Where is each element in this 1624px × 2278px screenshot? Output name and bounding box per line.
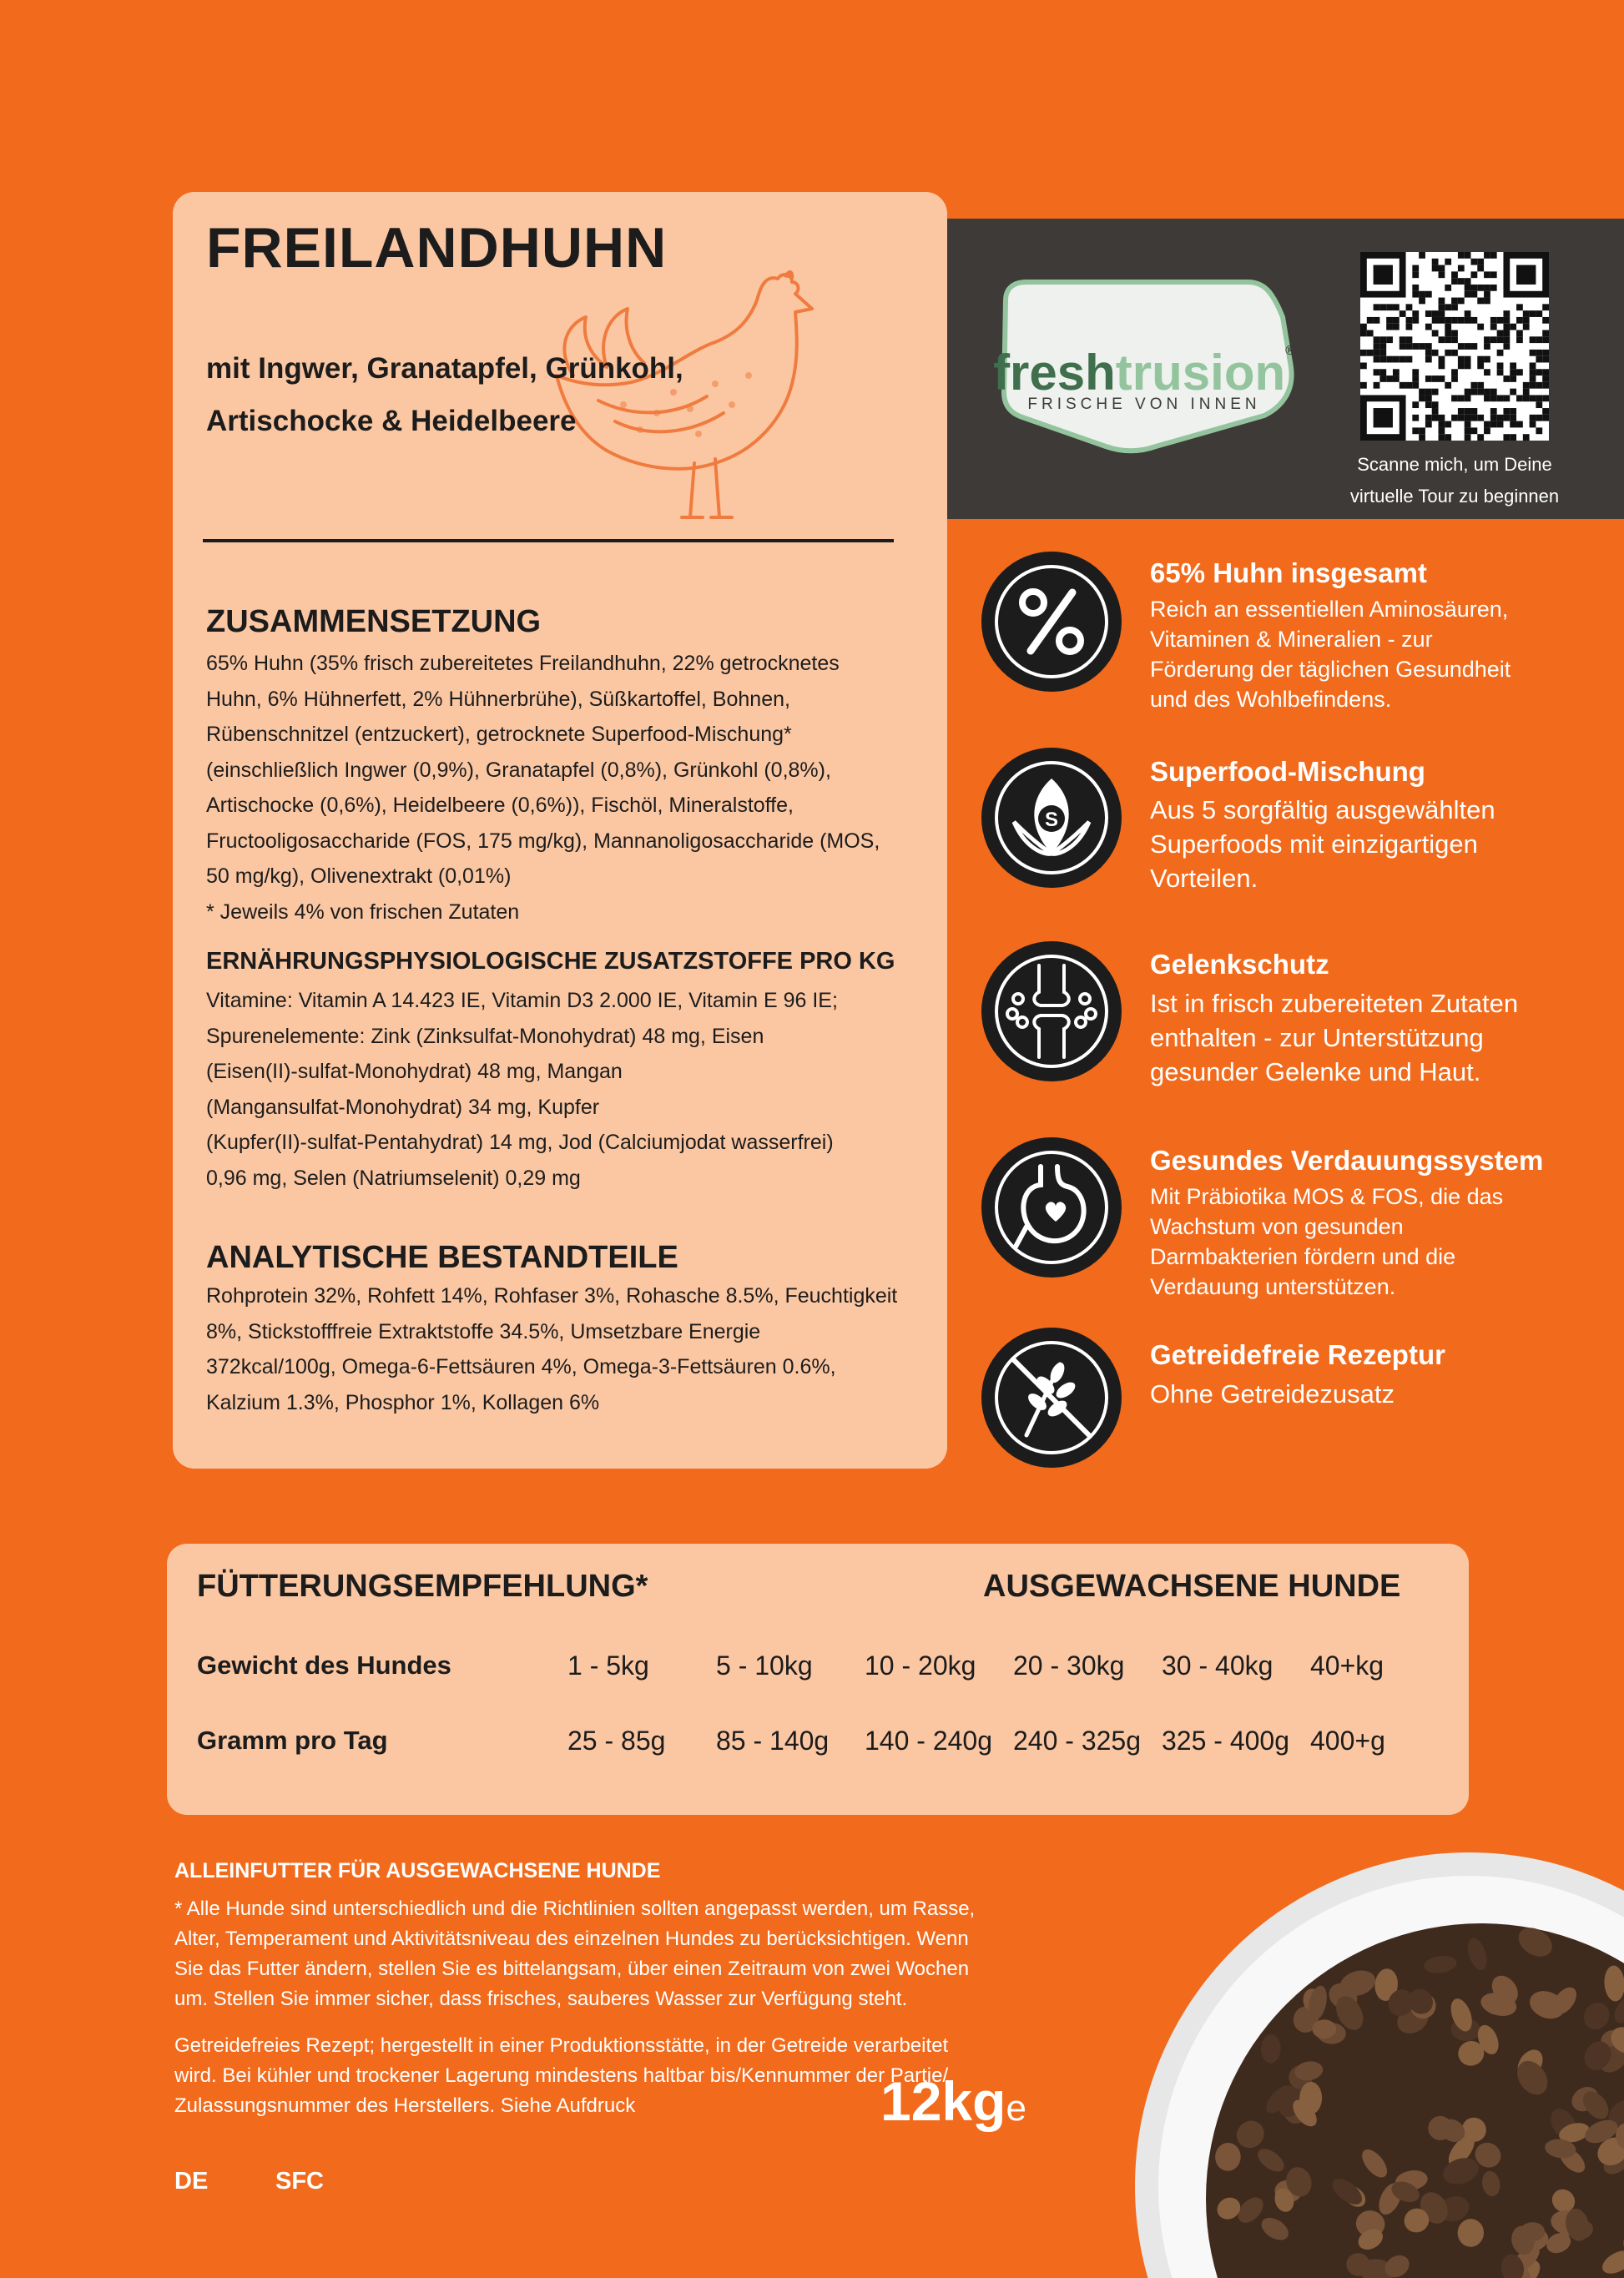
weight-row-label: Gewicht des Hundes (197, 1651, 451, 1680)
feeding-recommendation-card (167, 1544, 1469, 1815)
analysis-line: 372kcal/100g, Omega-6-Fettsäuren 4%, Omega-3-Fettsäuren 0.6%, (206, 1355, 836, 1378)
qr-code-icon[interactable] (1360, 252, 1549, 441)
feature-line: enthalten - zur Unterstützung (1150, 1023, 1484, 1052)
language-code: DE (174, 2168, 209, 2195)
region-code: SFC (275, 2168, 324, 2195)
disclaimer-line: * Alle Hunde sind unterschiedlich und die Richtlinien sollten angepasst werden, um Rasse, (174, 1897, 976, 1920)
analysis-line: 8%, Stickstofffreie Extraktstoffe 34.5%, Umsetzbare Energie (206, 1319, 761, 1343)
storage-line: wird. Bei kühler und trockener Lagerung mindestens haltbar bis/Kennummer der Partie/ (174, 2064, 949, 2087)
additives-line: (Eisen(II)-sulfat-Monohydrat) 48 mg, Mangan (206, 1060, 623, 1083)
weight-cell: 1 - 5kg (567, 1651, 649, 1681)
composition-line: 65% Huhn (35% frisch zubereitetes Freilandhuhn, 22% getrocknetes (206, 652, 840, 675)
composition-line: * Jeweils 4% von frischen Zutaten (206, 900, 520, 924)
superfood-leaf-icon (981, 747, 1122, 889)
additives-line: (Kupfer(II)-sulfat-Pentahydrat) 14 mg, Jod (Calciumjodat wasserfrei) (206, 1131, 834, 1154)
brand-tagline: FRISCHE VON INNEN (1027, 396, 1261, 413)
joint-icon (981, 940, 1122, 1082)
feature-text (1150, 793, 1601, 895)
storage-line: Getreidefreies Rezept; hergestellt in einer Produktionsstätte, in der Getreide verarbeitet (174, 2034, 949, 2057)
qr-note-line: virtuelle Tour zu beginnen (1349, 486, 1560, 507)
grain-free-icon (981, 1327, 1122, 1469)
additives-line: 0,96 mg, Selen (Natriumselenit) 0,29 mg (206, 1166, 581, 1190)
feature-line: Ohne Getreidezusatz (1150, 1379, 1395, 1409)
grams-cell: 325 - 400g (1162, 1726, 1290, 1756)
registered-mark: ® (1285, 344, 1295, 358)
feeding-title: FÜTTERUNGSEMPFEHLUNG* (197, 1569, 648, 1604)
analysis-line: Rohprotein 32%, Rohfett 14%, Rohfaser 3%, Rohasche 8.5%, Feuchtigkeit (206, 1284, 898, 1308)
disclaimer-line: Alter, Temperament und Aktivitätsniveau des einzelnen Hundes zu berücksichtigen. Wenn (174, 1928, 969, 1950)
weight-cell: 30 - 40kg (1162, 1651, 1273, 1681)
feature-title: Gelenkschutz (1150, 949, 1329, 980)
grams-cell: 25 - 85g (567, 1726, 666, 1756)
feature-title: 65% Huhn insgesamt (1150, 557, 1427, 588)
stomach-heart-icon (981, 1136, 1122, 1278)
feature-line: Darmbakterien fördern und die (1150, 1244, 1456, 1269)
subtitle-line: Artischocke & Heidelbeere (206, 405, 577, 437)
weight-cell: 20 - 30kg (1013, 1651, 1125, 1681)
grams-cell: 240 - 325g (1013, 1726, 1142, 1756)
weight-cell: 40+kg (1310, 1651, 1384, 1681)
grams-cell: 85 - 140g (716, 1726, 830, 1756)
additives-line: Vitamine: Vitamin A 14.423 IE, Vitamin D3 2.000 IE, Vitamin E 96 IE; (206, 989, 838, 1012)
composition-line: 50 mg/kg), Olivenextrakt (0,01%) (206, 864, 512, 888)
storage-line: Zulassungsnummer des Herstellers. Siehe Aufdruck (174, 2094, 636, 2117)
product-info-card (173, 192, 947, 1469)
composition-line: Rübenschnitzel (entzuckert), getrocknete Superfood-Mischung* (206, 723, 792, 746)
feature-line: Aus 5 sorgfältig ausgewählten (1150, 795, 1495, 824)
kibble-bowl-illustration-icon (1118, 1852, 1624, 2278)
feature-line: Mit Präbiotika MOS & FOS, die das (1150, 1184, 1504, 1209)
percent-icon (981, 551, 1122, 693)
analysis-heading: ANALYTISCHE BESTANDTEILE (206, 1240, 678, 1275)
feature-line: gesunder Gelenke und Haut. (1150, 1057, 1481, 1086)
complete-food-heading: ALLEINFUTTER FÜR AUSGEWACHSENE HUNDE (174, 1859, 661, 1882)
composition-line: (einschließlich Ingwer (0,9%), Granatapfel (0,8%), Grünkohl (0,8%), (206, 758, 831, 782)
feeding-disclaimer (174, 1894, 1051, 2014)
disclaimer-line: um. Stellen Sie immer sicher, dass frisches, sauberes Wasser zur Verfügung steht. (174, 1988, 908, 2010)
feature-line: und des Wohlbefindens. (1150, 687, 1392, 712)
feature-text (1150, 986, 1601, 1089)
feature-line: Superfoods mit einzigartigen (1150, 829, 1478, 859)
brand-panel (947, 219, 1624, 519)
composition-line: Artischocke (0,6%), Heidelbeere (0,6%)), Fischöl, Mineralstoffe, (206, 794, 794, 817)
analysis-line: Kalzium 1.3%, Phosphor 1%, Kollagen 6% (206, 1390, 600, 1414)
composition-heading: ZUSAMMENSETZUNG (206, 604, 542, 639)
additives-heading: ERNÄHRUNGSPHYSIOLOGISCHE ZUSATZSTOFFE PRO KG (206, 948, 895, 975)
additives-line: (Mangansulfat-Monohydrat) 34 mg, Kupfer (206, 1095, 600, 1119)
product-title: FREILANDHUHN (206, 216, 668, 280)
disclaimer-line: Sie das Futter ändern, stellen Sie es bittelangsam, über einen Zeitraum von zwei Wochen (174, 1958, 970, 1980)
qr-note-line: Scanne mich, um Deine (1357, 454, 1552, 475)
additives-line: Spurenelemente: Zink (Zinksulfat-Monohydrat) 48 mg, Eisen (206, 1024, 764, 1048)
feature-line: Wachstum von gesunden (1150, 1214, 1404, 1239)
analysis-text (206, 1278, 907, 1420)
feature-line: Reich an essentiellen Aminosäuren, (1150, 597, 1509, 622)
qr-instruction (1298, 449, 1611, 512)
weight-cell: 10 - 20kg (865, 1651, 976, 1681)
composition-text (206, 646, 907, 930)
net-weight (880, 2069, 1026, 2133)
svg-text:S: S (1044, 809, 1059, 831)
net-weight-value: 12kg (880, 2070, 1006, 2132)
feature-line: Förderung der täglichen Gesundheit (1150, 657, 1511, 682)
feature-line: Ist in frisch zubereiteten Zutaten (1150, 989, 1519, 1018)
grams-cell: 140 - 240g (865, 1726, 993, 1756)
additives-text (206, 983, 907, 1196)
feature-title: Superfood-Mischung (1150, 756, 1425, 787)
feature-text (1150, 594, 1601, 714)
grams-row-label: Gramm pro Tag (197, 1726, 388, 1755)
feature-line: Vitaminen & Mineralien - zur (1150, 627, 1433, 652)
brand-name-part: fresh (993, 345, 1116, 401)
brand-logo (989, 344, 1299, 401)
brand-name-part: trusion (1115, 345, 1286, 401)
title-divider (203, 539, 894, 542)
feeding-audience: AUSGEWACHSENE HUNDE (983, 1569, 1401, 1604)
composition-line: Fructooligosaccharide (FOS, 175 mg/kg), Mannanoligosaccharide (MOS, (206, 829, 880, 853)
feature-line: Vorteilen. (1150, 864, 1258, 893)
feature-title: Getreidefreie Rezeptur (1150, 1339, 1445, 1370)
composition-line: Huhn, 6% Hühnerfett, 2% Hühnerbrühe), Süßkartoffel, Bohnen, (206, 687, 790, 711)
subtitle-line: mit Ingwer, Granatapfel, Grünkohl, (206, 352, 683, 385)
feature-text (1150, 1182, 1601, 1302)
estimated-sign-icon: e (1006, 2088, 1026, 2129)
weight-cell: 5 - 10kg (716, 1651, 813, 1681)
product-subtitle (206, 342, 724, 447)
grams-cell: 400+g (1310, 1726, 1385, 1756)
feature-title: Gesundes Verdauungssystem (1150, 1145, 1544, 1176)
feature-text (1150, 1377, 1601, 1411)
feature-line: Verdauung unterstützen. (1150, 1274, 1396, 1299)
